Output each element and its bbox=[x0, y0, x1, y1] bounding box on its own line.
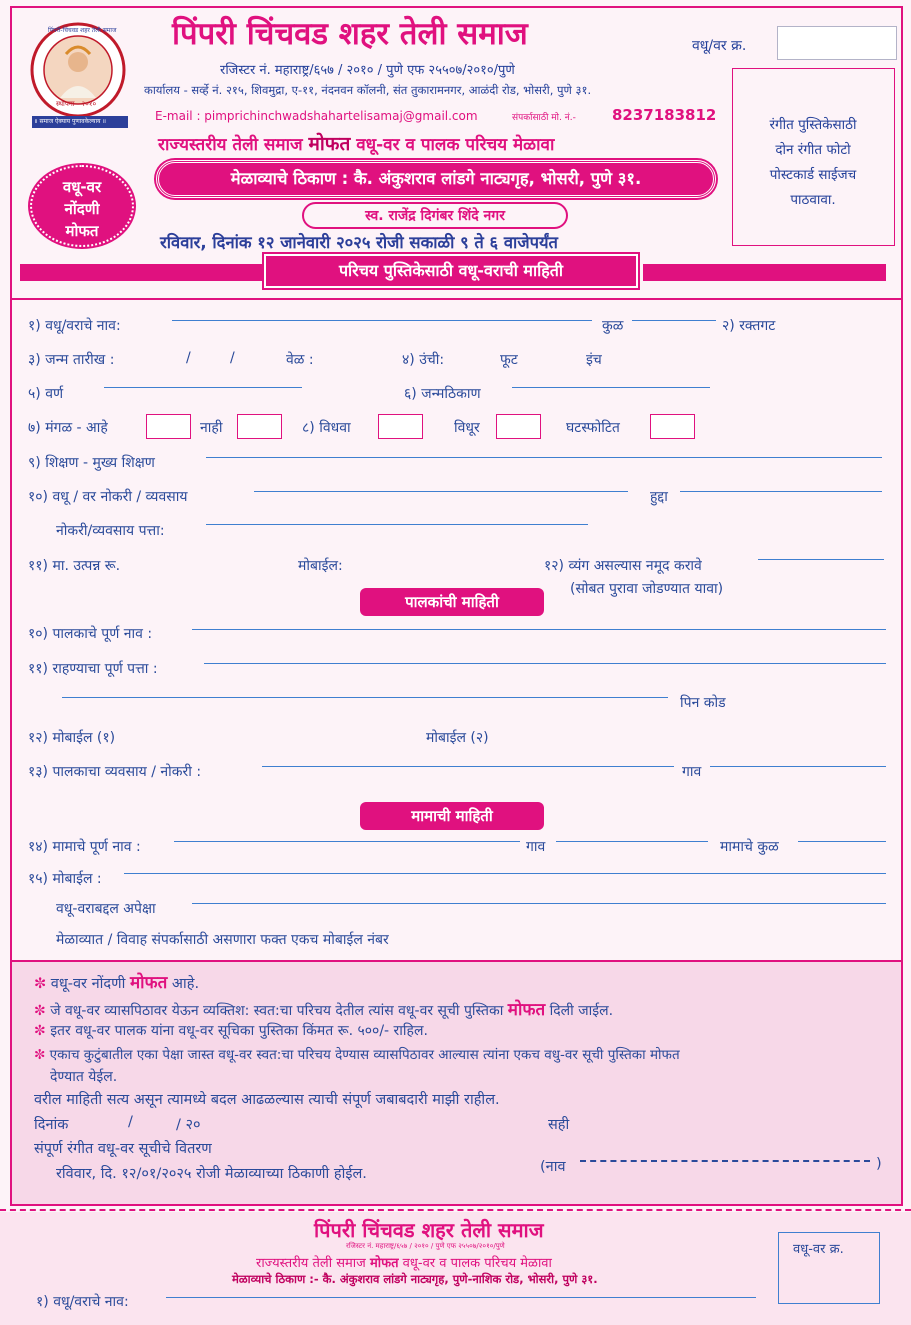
dob-slash-2: / bbox=[230, 350, 235, 366]
office-address: कार्यालय - सर्व्हे नं. २१५, शिवमुद्रा, ए-११, नंदनवन कॉलनी, संत तुकारामनगर, आळंदी रोड, भोसरी, पुणे ३१. bbox=[144, 83, 592, 97]
uncle-kul-input[interactable] bbox=[798, 841, 886, 842]
badge-line-2: नोंदणी bbox=[64, 200, 100, 218]
cut-line bbox=[0, 1209, 911, 1211]
slip-title: पिंपरी चिंचवड शहर तेली समाज bbox=[314, 1218, 544, 1242]
field-mangal-label: ७) मंगळ - आहे bbox=[28, 420, 108, 436]
parent-village-input[interactable] bbox=[710, 766, 886, 767]
field-post-input[interactable] bbox=[680, 491, 882, 492]
photo-note-box bbox=[732, 68, 895, 246]
single-mobile-label: मेळाव्यात / विवाह संपर्कासाठी असणारा फक्त एकच मोबाईल नंबर bbox=[56, 932, 389, 948]
free-registration-badge bbox=[30, 165, 134, 247]
logo bbox=[30, 18, 130, 130]
contact-number: 8237183812 bbox=[612, 106, 717, 124]
slip-no-label: वधू-वर क्र. bbox=[793, 1242, 844, 1257]
pincode-label: पिन कोड bbox=[680, 695, 726, 711]
distribution-2: रविवार, दि. १२/०१/२०२५ रोजी मेळाव्याच्या ठिकाणी होईल. bbox=[56, 1166, 367, 1182]
slip-name-input[interactable] bbox=[166, 1297, 756, 1298]
banner-bar-left bbox=[20, 264, 264, 281]
divorced-checkbox[interactable] bbox=[650, 414, 695, 439]
distribution-1: संपूर्ण रंगीत वधू-वर सूचीचे वितरण bbox=[34, 1141, 212, 1157]
uncle-mobile-label: १५) मोबाईल : bbox=[28, 871, 102, 887]
uncle-name-label: १४) मामाचे पूर्ण नाव : bbox=[28, 839, 141, 855]
badge-line-3: मोफत bbox=[65, 222, 99, 240]
slip-name-label: १) वधू/वराचे नाव: bbox=[36, 1294, 129, 1310]
parents-heading: पालकांची माहिती bbox=[360, 588, 544, 616]
field-kul-input[interactable] bbox=[632, 320, 716, 321]
slip-no-box[interactable] bbox=[778, 1232, 880, 1304]
parent-name-label: १०) पालकाचे पूर्ण नाव : bbox=[28, 626, 153, 642]
melava-free: मोफत bbox=[308, 133, 351, 155]
widower-label: विधूर bbox=[454, 420, 480, 436]
field-kul-label: कुळ bbox=[602, 318, 624, 334]
field-birthplace-label: ६) जन्मठिकाण bbox=[404, 386, 481, 402]
venue-banner bbox=[156, 160, 716, 198]
parent-mobile1-label: १२) मोबाईल (१) bbox=[28, 730, 116, 746]
registration-line: रजिस्टर नं. महाराष्ट्र/६५७ / २०१० / पुणे एफ २५५०७/२०१०/पुणे bbox=[220, 63, 515, 78]
mangal-no-label: नाही bbox=[200, 420, 223, 436]
uncle-heading: मामाची माहिती bbox=[360, 802, 544, 830]
photo-note-2: दोन रंगीत फोटो bbox=[775, 142, 851, 158]
nagar-label: स्व. राजेंद्र दिगंबर शिंदे नगर bbox=[302, 202, 568, 229]
parent-mobile2-label: मोबाईल (२) bbox=[426, 730, 489, 746]
melava-prefix: राज्यस्तरीय तेली समाज bbox=[158, 135, 303, 155]
uncle-name-input[interactable] bbox=[174, 841, 520, 842]
field-job-label: १०) वधू / वर नोकरी / व्यवसाय bbox=[28, 489, 188, 505]
field-edu-input[interactable] bbox=[206, 457, 882, 458]
field-disability-input[interactable] bbox=[758, 559, 884, 560]
field-mobile-label: मोबाईल: bbox=[298, 558, 343, 574]
logo-year: स्थापना - २०१० bbox=[56, 100, 97, 108]
signature-name-input[interactable] bbox=[580, 1160, 870, 1162]
field-inch-label: इंच bbox=[586, 352, 602, 368]
bride-groom-no-label: वधू/वर क्र. bbox=[692, 38, 747, 54]
parent-address-label: ११) राहण्याचा पूर्ण पत्ता : bbox=[28, 661, 158, 677]
melava-suffix: वधू-वर व पालक परिचय मेळावा bbox=[356, 135, 555, 155]
divorced-label: घटस्फोटित bbox=[566, 420, 620, 436]
note-1-free: मोफत bbox=[129, 973, 168, 993]
note-2: ✼ जे वधू-वर व्यासपिठावर येऊन व्यक्तिश: स्वत:चा परिचय देतील त्यांस वधू-वर सूची पुस्तिका मोफत दिली जाईल. bbox=[34, 1000, 614, 1020]
field-disability-label: १२) व्यंग असल्यास नमूद करावे bbox=[544, 558, 702, 574]
field-job-input[interactable] bbox=[254, 491, 628, 492]
slip-venue: मेळाव्याचे ठिकाण :- कै. अंकुशराव लांडगे नाट्यगृह, पुणे-नाशिक रोड, भोसरी, पुणे ३१. bbox=[232, 1272, 598, 1286]
expectation-label: वधू-वराबद्दल अपेक्षा bbox=[56, 901, 156, 917]
parent-village-label: गाव bbox=[682, 764, 702, 780]
field-color-label: ५) वर्ण bbox=[28, 386, 64, 402]
field-name-label: १) वधू/वराचे नाव: bbox=[28, 318, 121, 334]
venue-text: मेळाव्याचे ठिकाण : कै. अंकुशराव लांडगे नाट्यगृह, भोसरी, पुणे ३१. bbox=[230, 169, 642, 188]
contact-label: संपर्कासाठी मो. नं.- bbox=[512, 113, 576, 123]
note-3: ✼ इतर वधू-वर पालक यांना वधू-वर सूचिका पुस्तिका किंमत रू. ५००/- राहिल. bbox=[34, 1023, 428, 1039]
uncle-mobile-input[interactable] bbox=[124, 873, 886, 874]
slip-melava: राज्यस्तरीय तेली समाज मोफत वधू-वर व पालक परिचय मेळावा bbox=[256, 1256, 552, 1271]
note-1: ✼ वधू-वर नोंदणी मोफत आहे. bbox=[34, 973, 200, 993]
mangal-yes-checkbox[interactable] bbox=[146, 414, 191, 439]
photo-note-3: पोस्टकार्ड साईजच bbox=[769, 167, 857, 183]
name-open: (नाव bbox=[540, 1159, 566, 1175]
parent-name-input[interactable] bbox=[192, 629, 886, 630]
widower-checkbox[interactable] bbox=[496, 414, 541, 439]
parent-job-input[interactable] bbox=[262, 766, 674, 767]
parent-job-label: १३) पालकाचा व्यवसाय / नोकरी : bbox=[28, 764, 202, 780]
field-job-address-label: नोकरी/व्यवसाय पत्ता: bbox=[56, 523, 165, 539]
proof-note: (सोबत पुरावा जोडण्यात यावा) bbox=[570, 581, 724, 597]
field-height-label: ४) उंची: bbox=[402, 352, 445, 368]
field-time-label: वेळ : bbox=[286, 352, 314, 368]
bride-groom-no-field[interactable] bbox=[777, 26, 897, 60]
parent-address-input[interactable] bbox=[204, 663, 886, 664]
slip-registration: रजिस्टर नं. महाराष्ट्र/६५७ / २०१० / पुणे एफ २५५०७/२०१०/पुणे bbox=[346, 1242, 505, 1250]
banner-bar-right bbox=[643, 264, 886, 281]
field-post-label: हुद्दा bbox=[650, 489, 668, 505]
signature-label: सही bbox=[548, 1117, 570, 1133]
melava-line bbox=[158, 130, 554, 156]
note-4: ✼ एकाच कुटुंबातील एका पेक्षा जास्त वधू-वर स्वत:चा परिचय देण्यास व्यासपिठावर आल्यास त्यांना एकच वधु-वर सूची पुस्तिका मोफत bbox=[34, 1047, 680, 1063]
date-slash: / bbox=[128, 1114, 133, 1130]
dob-slash-1: / bbox=[186, 350, 191, 366]
field-name-input[interactable] bbox=[172, 320, 592, 321]
org-title: पिंपरी चिंचवड शहर तेली समाज bbox=[172, 16, 528, 52]
field-widow-label: ८) विधवा bbox=[302, 420, 351, 436]
widow-checkbox[interactable] bbox=[378, 414, 423, 439]
field-foot-label: फूट bbox=[500, 352, 518, 368]
mangal-no-checkbox[interactable] bbox=[237, 414, 282, 439]
date-year: / २० bbox=[176, 1117, 201, 1133]
uncle-kul-label: मामाचे कुळ bbox=[720, 839, 779, 855]
parent-address-input-2[interactable] bbox=[62, 697, 668, 698]
name-close: ) bbox=[876, 1156, 882, 1172]
date-label: दिनांक bbox=[34, 1117, 69, 1133]
photo-note-1: रंगीत पुस्तिकेसाठी bbox=[769, 117, 857, 133]
header-divider bbox=[10, 298, 903, 300]
expectation-input[interactable] bbox=[192, 903, 886, 904]
note-2-free: मोफत bbox=[507, 1000, 546, 1020]
field-dob-label: ३) जन्म तारीख : bbox=[28, 352, 115, 368]
declaration: वरील माहिती सत्य असून त्यामध्ये बदल आढळल्यास त्याची संपूर्ण जबाबदारी माझी राहील. bbox=[34, 1092, 500, 1108]
logo-ring-text: पिंपरी-चिंचवड शहर तेली समाज bbox=[48, 27, 117, 34]
field-job-address-input[interactable] bbox=[206, 524, 588, 525]
uncle-village-input[interactable] bbox=[556, 841, 708, 842]
info-banner: परिचय पुस्तिकेसाठी वधू-वराची माहिती bbox=[264, 254, 638, 288]
note-4-cont: देण्यात येईल. bbox=[50, 1069, 118, 1085]
field-color-input[interactable] bbox=[104, 387, 302, 388]
uncle-village-label: गाव bbox=[526, 839, 546, 855]
email-line: E-mail : pimprichinchwadshahartelisamaj@gmail.com bbox=[155, 109, 478, 123]
photo-note-4: पाठवावा. bbox=[790, 192, 836, 208]
field-blood-label: २) रक्तगट bbox=[722, 318, 776, 334]
logo-motto: ॥ समाज ऐक्याय पुणावकेल्याय ॥ bbox=[34, 118, 107, 125]
field-birthplace-input[interactable] bbox=[512, 387, 710, 388]
badge-line-1: वधू-वर bbox=[62, 178, 102, 196]
event-date-line: रविवार, दिनांक १२ जानेवारी २०२५ रोजी सकाळी ९ ते ६ वाजेपर्यंत bbox=[160, 233, 558, 252]
field-income-label: ११) मा. उत्पन्न रू. bbox=[28, 558, 121, 574]
field-edu-label: ९) शिक्षण - मुख्य शिक्षण bbox=[28, 455, 155, 471]
